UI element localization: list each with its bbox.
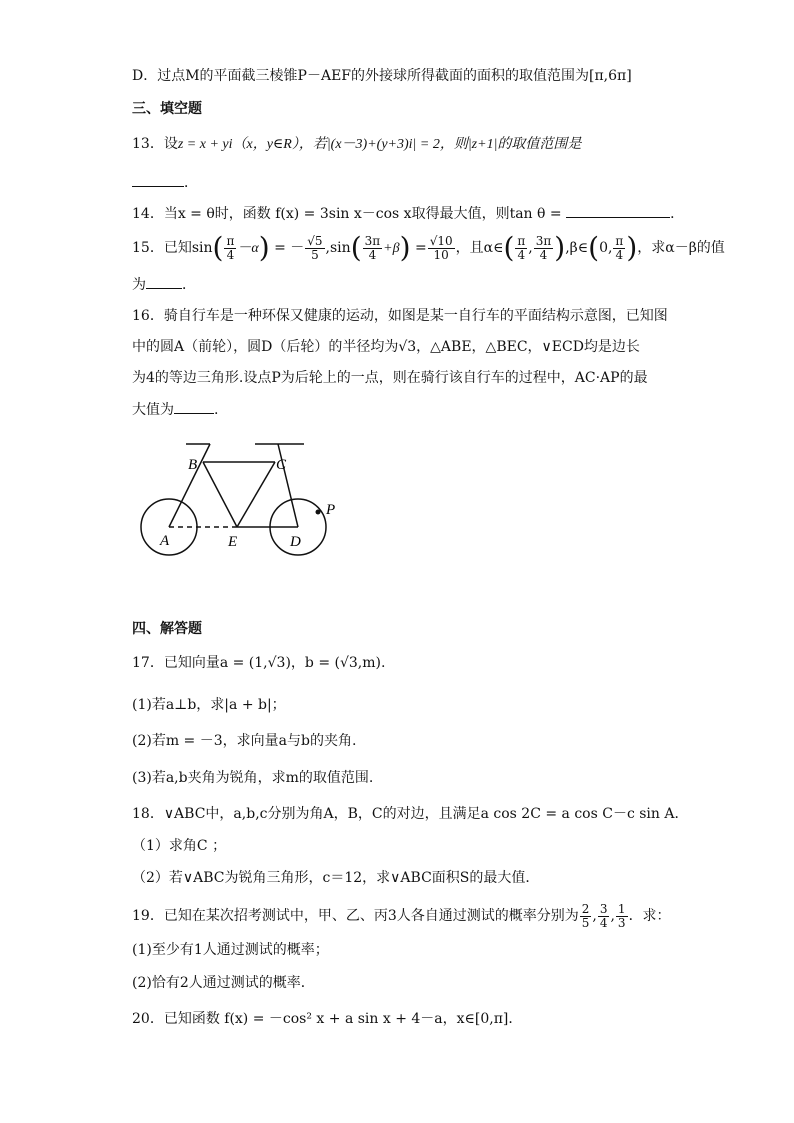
- q15-frac1: $\frac{\pi}{4}$: [226, 233, 235, 262]
- question-17-part1: (1)若a⊥b，求|a + b|；: [132, 697, 286, 713]
- q15-frac5: $\frac{\pi}{4}$: [517, 233, 526, 262]
- label-e: E: [228, 534, 238, 550]
- question-15: 15．已知sin( $\frac{\pi}{4}$ －α) = － $\frac{√5}{5}$ ,sin( $\frac{3\pi}{4}$ +β) = $\frac{√10}{10}$ ，且α∈( $\frac{\pi}{4}$ , $\frac{3\pi}{4}$ ),β∈(0, $\frac{\pi}{4}$ )，求α－β的值: [132, 231, 725, 264]
- label-c: C: [276, 457, 287, 473]
- question-17-part3: (3)若a,b夹角为锐角，求m的取值范围.: [132, 770, 374, 786]
- question-20: 20．已知函数 f(x) = －cos² x + a sin x + 4－a，x∈[0,π]．: [132, 1011, 523, 1027]
- q15-frac2: $\frac{√5}{5}$: [307, 233, 323, 262]
- section-fill-in-blank: 三、填空题: [132, 101, 202, 117]
- point-p: [316, 510, 321, 515]
- question-16-line4: 大值为 .: [132, 399, 218, 420]
- question-13: [132, 134, 581, 155]
- label-a: A: [160, 533, 170, 549]
- question-17: 17．已知向量a = (1,√3)，b = (√3,m).: [132, 655, 386, 671]
- question-15-answer-line: 为 ．: [132, 274, 196, 295]
- question-19-part1: (1)至少有1人通过测试的概率；: [132, 942, 329, 958]
- q13-blank[interactable]: [132, 172, 184, 187]
- section-solutions: 四、解答题: [132, 621, 202, 637]
- q13-end: ．: [184, 175, 198, 191]
- label-d: D: [290, 534, 301, 550]
- question-18-part2: （2）若∨ABC为锐角三角形，c＝12，求∨ABC面积S的最大值．: [132, 870, 540, 886]
- q19-frac-c: $\frac{1}{3}$: [617, 901, 626, 930]
- question-16-line1: 16．骑自行车是一种环保又健康的运动，如图是某一自行车的平面结构示意图，已知图: [132, 308, 668, 324]
- question-19: 19．已知在某次招考测试中，甲、乙、丙3人各自通过测试的概率分别为 $\frac{2}{5}$ , $\frac{3}{4}$ , $\frac{1}{3}$ ．求：: [132, 901, 671, 930]
- bicycle-diagram: [140, 436, 340, 566]
- question-18-part1: （1）求角C ；: [132, 838, 227, 854]
- question-18: 18．∨ABC中，a,b,c分别为角A，B，C的对边，且满足a cos 2C = a cos C－c sin A．: [132, 806, 689, 822]
- q15-frac3: $\frac{3\pi}{4}$: [364, 233, 381, 262]
- q13-text: z = x + yi（x，y∈R），若|(x－3)+(y+3)i| = 2，则|z+1|的取值范围是: [177, 137, 582, 152]
- q15-part-a: 15．已知sin: [132, 240, 213, 256]
- q15-frac7: $\frac{\pi}{4}$: [615, 233, 624, 262]
- q15-frac6: $\frac{3\pi}{4}$: [535, 233, 552, 262]
- q14-blank[interactable]: [566, 203, 670, 218]
- question-16-line3: 为4的等边三角形.设点P为后轮上的一点，则在骑行该自行车的过程中，AC·AP的最: [132, 370, 648, 386]
- question-13-answer-line: [132, 172, 198, 193]
- option-d: D．过点M的平面截三棱锥P－AEF的外接球所得截面的面积的取值范围为[π,6π]: [132, 68, 632, 84]
- q14-end: ．: [670, 206, 685, 222]
- label-b: B: [188, 457, 198, 473]
- q15-frac4: $\frac{√10}{10}$: [429, 233, 453, 262]
- question-14: [132, 203, 684, 224]
- q16-blank[interactable]: [174, 399, 214, 414]
- q15-blank[interactable]: [146, 274, 182, 289]
- q14-text: 14．当x = θ时，函数 f(x) = 3sin x－cos x取得最大值，则tan θ =: [132, 206, 562, 222]
- q19-frac-a: $\frac{2}{5}$: [581, 901, 590, 930]
- question-19-part2: (2)恰有2人通过测试的概率．: [132, 975, 315, 991]
- question-16-line2: 中的圆A（前轮），圆D（后轮）的半径均为√3，△ABE，△BEC，∨ECD均是边长: [132, 339, 640, 355]
- question-17-part2: (2)若m = －3，求向量a与b的夹角.: [132, 733, 357, 749]
- q13-label: 13．设: [132, 136, 178, 152]
- q19-frac-b: $\frac{3}{4}$: [599, 901, 608, 930]
- label-p: P: [326, 502, 336, 518]
